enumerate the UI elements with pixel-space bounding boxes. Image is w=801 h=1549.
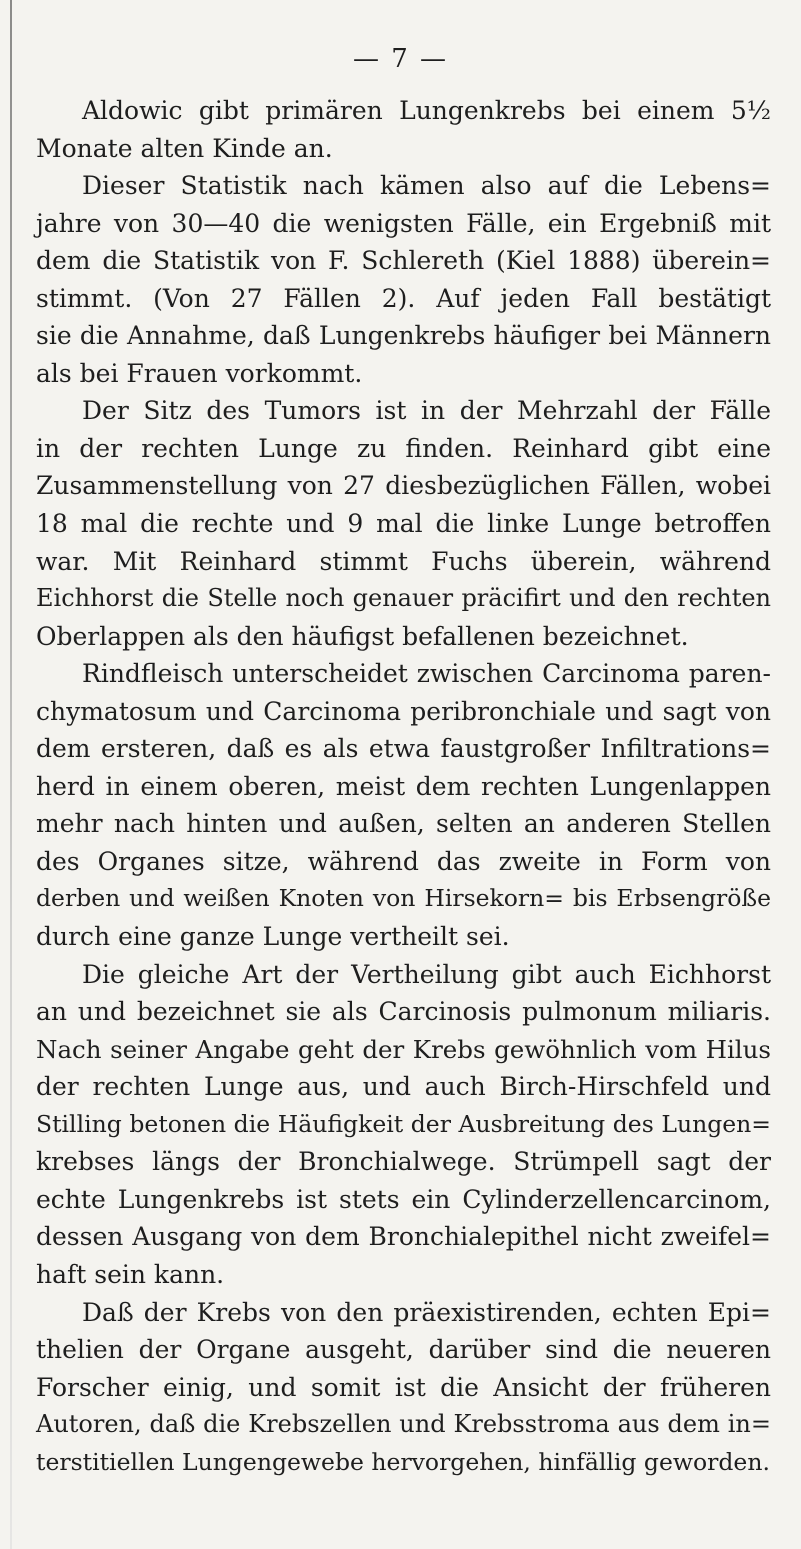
text-line: chymatosum und Carcinoma peribronchiale und sagt von bbox=[36, 696, 771, 726]
text-line: herd in einem oberen, meist dem rechten Lungenlappen bbox=[36, 771, 771, 801]
text-line: haft sein kann. bbox=[36, 1259, 225, 1289]
text-line: Stilling betonen die Häufigkeit der Ausbreitung des Lungen= bbox=[36, 1109, 771, 1138]
text-line: war. Mit Reinhard stimmt Fuchs überein, während bbox=[36, 546, 771, 576]
text-line: dem ersteren, daß es als etwa faustgroßer Infiltrations= bbox=[36, 734, 771, 764]
text-line: an und bezeichnet sie als Carcinosis pulmonum miliaris. bbox=[36, 997, 771, 1027]
text-line: stimmt. (Von 27 Fällen 2). Auf jeden Fall bestätigt bbox=[36, 283, 771, 313]
text-line: terstitiellen Lungengewebe hervorgehen, hinfällig geworden. bbox=[36, 1447, 770, 1476]
body-text bbox=[36, 92, 771, 1481]
text-line: echte Lungenkrebs ist stets ein Cylinderzellencarcinom, bbox=[36, 1184, 771, 1214]
text-line: krebses längs der Bronchialwege. Strümpell sagt der bbox=[36, 1147, 771, 1177]
text-line: als bei Frauen vorkommt. bbox=[36, 358, 363, 388]
text-line: jahre von 30—40 die wenigsten Fälle, ein Ergebniß mit bbox=[36, 208, 771, 238]
text-line: derben und weißen Knoten von Hirsekorn= bis Erbsengröße bbox=[36, 884, 771, 913]
text-line: 18 mal die rechte und 9 mal die linke Lunge betroffen bbox=[36, 509, 771, 539]
text-line: sie die Annahme, daß Lungenkrebs häufiger bei Männern bbox=[36, 321, 771, 351]
text-line: Rindfleisch unterscheidet zwischen Carcinoma paren- bbox=[82, 659, 771, 689]
text-line: des Organes sitze, während das zweite in Form von bbox=[36, 846, 771, 876]
page-edge-shadow bbox=[10, 0, 12, 1549]
text-line: Der Sitz des Tumors ist in der Mehrzahl der Fälle bbox=[82, 396, 771, 426]
text-line: Daß der Krebs von den präexistirenden, echten Epi= bbox=[82, 1297, 771, 1327]
text-line: Die gleiche Art der Vertheilung gibt auch Eichhorst bbox=[82, 959, 771, 989]
text-line: thelien der Organe ausgeht, darüber sind die neueren bbox=[36, 1335, 771, 1365]
text-line: dessen Ausgang von dem Bronchialepithel nicht zweifel= bbox=[36, 1222, 771, 1252]
text-line: Zusammenstellung von 27 diesbezüglichen Fällen, wobei bbox=[36, 471, 771, 501]
text-line: Forscher einig, und somit ist die Ansicht der früheren bbox=[36, 1372, 771, 1402]
text-line: mehr nach hinten und außen, selten an anderen Stellen bbox=[36, 809, 771, 839]
text-line: Eichhorst die Stelle noch genauer präcifirt und den rechten bbox=[36, 584, 771, 613]
text-line: Aldowic gibt primären Lungenkrebs bei einem 5½ bbox=[82, 96, 771, 125]
text-line: Monate alten Kinde an. bbox=[36, 133, 333, 163]
text-line: Dieser Statistik nach kämen also auf die Lebens= bbox=[82, 171, 771, 201]
text-line: durch eine ganze Lunge vertheilt sei. bbox=[36, 922, 510, 952]
text-line: Nach seiner Angabe geht der Krebs gewöhnlich vom Hilus bbox=[36, 1034, 771, 1064]
text-line: in der rechten Lunge zu finden. Reinhard gibt eine bbox=[36, 433, 771, 463]
page-number: — 7 — bbox=[352, 44, 449, 74]
text-line: Oberlappen als den häufigst befallenen bezeichnet. bbox=[36, 621, 689, 651]
text-line: der rechten Lunge aus, und auch Birch-Hirschfeld und bbox=[36, 1072, 771, 1102]
text-line: Autoren, daß die Krebszellen und Krebsstroma aus dem in= bbox=[36, 1410, 771, 1439]
text-line: dem die Statistik von F. Schlereth (Kiel 1888) überein= bbox=[36, 246, 771, 276]
